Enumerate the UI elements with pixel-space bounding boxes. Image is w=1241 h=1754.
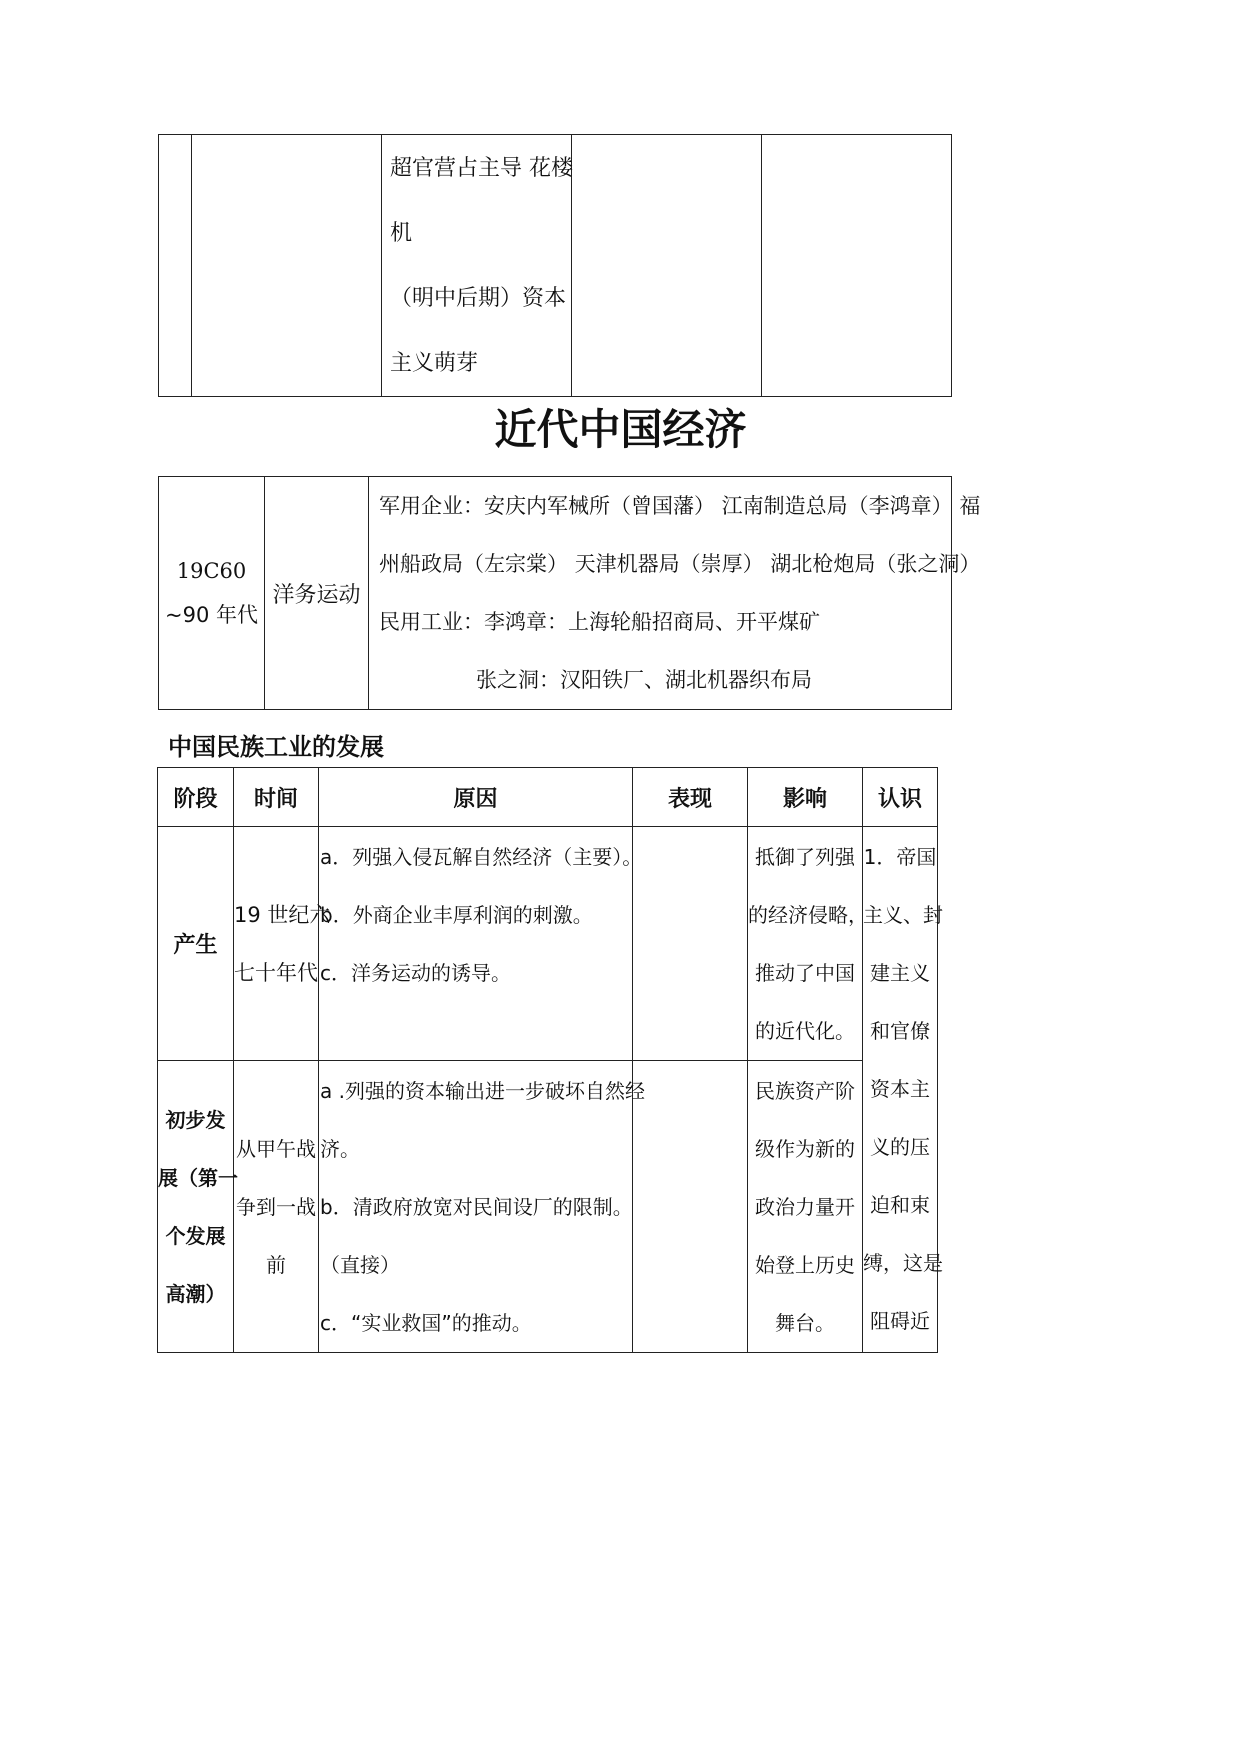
reason-line: 济。 [320,1137,360,1161]
recognition-line: 迫和束 [870,1193,930,1217]
top-table-cell-4 [572,135,762,397]
yangwu-content-cell [369,477,981,710]
top-table-line: 主义萌芽 [390,351,479,376]
recognition-line: 建主义 [870,961,930,985]
yangwu-time-line: 19C60 [176,559,247,583]
time-cell [234,827,331,1061]
header-stage: 阶段 [158,768,234,827]
national-industry-table [157,767,943,1353]
impact-line: 的近代化。 [755,1019,855,1043]
time-cell [234,1061,319,1353]
recognition-line: 1．帝国 [863,845,937,869]
stage-label: 产生 [173,933,218,958]
header-reason: 原因 [319,768,633,827]
header-recognition: 认识 [863,768,938,827]
performance-cell [633,1061,748,1353]
top-table-cell-5 [762,135,952,397]
reason-line: （直接） [320,1253,400,1277]
recognition-line: 阻碍近 [870,1309,930,1333]
reason-cell [319,1061,645,1353]
time-line: 从甲午战 [236,1136,316,1161]
impact-line: 的经济侵略， [748,903,868,927]
header-performance: 表现 [633,768,748,827]
reason-cell [319,827,643,1061]
performance-cell [633,827,748,1061]
impact-line: 始登上历史 [755,1253,855,1277]
top-table-line: （明中后期）资本 [390,286,567,311]
yangwu-table [158,476,981,710]
reason-line: c．“实业救国”的推动。 [320,1311,532,1335]
reason-line: c．洋务运动的诱导。 [320,961,511,985]
reason-line: b．清政府放宽对民间设厂的限制。 [320,1195,633,1219]
recognition-line: 主义、封 [863,903,943,927]
recognition-cell [863,827,943,1353]
impact-line: 舞台。 [775,1311,835,1335]
yangwu-content-line: 军用企业：安庆内军械所（曾国藩） 江南制造总局（李鸿章） 福 [379,494,981,518]
stage-line: 初步发 [165,1107,226,1132]
header-impact: 影响 [748,768,863,827]
recognition-line: 资本主 [870,1077,930,1101]
header-time: 时间 [234,768,319,827]
yangwu-content-line: 民用工业：李鸿章：上海轮船招商局、开平煤矿 [379,610,820,634]
impact-line: 推动了中国 [755,961,855,985]
top-table-cell-1 [159,135,192,397]
yangwu-movement-cell [265,477,369,710]
reason-line: a．列强入侵瓦解自然经济（主要）。 [320,845,643,869]
reason-line: a .列强的资本输出进一步破坏自然经 [320,1079,645,1103]
yangwu-content-line: 张之洞：汉阳铁厂、湖北机器织布局 [476,668,812,692]
impact-cell [748,827,868,1061]
top-table-line: 超官营占主导 花楼 [390,156,573,181]
yangwu-time-line: ~90 年代 [165,603,258,627]
section-subtitle: 中国民族工业的发展 [168,733,384,761]
time-line: 争到一战 [236,1194,316,1219]
section-title: 近代中国经济 [494,405,747,454]
top-table-line: 机 [390,221,413,246]
recognition-line: 和官僚 [870,1019,930,1043]
impact-line: 抵御了列强 [755,845,855,869]
stage-cell [158,827,234,1061]
top-table-cell-3 [382,135,572,397]
stage-line: 个发展 [165,1223,226,1248]
reason-line: b．外商企业丰厚利润的刺激。 [320,903,593,927]
top-table-cell-2 [192,135,382,397]
stage-cell [158,1061,238,1353]
stage-line: 高潮） [165,1281,226,1306]
top-table [158,134,952,397]
impact-line: 政治力量开 [755,1195,855,1219]
recognition-line: 缚，这是 [863,1251,943,1275]
recognition-line: 义的压 [870,1135,930,1159]
time-line: 七十年代 [234,960,318,985]
impact-cell [748,1061,863,1353]
time-line: 19 世纪六 [234,902,331,927]
yangwu-content-line: 州船政局（左宗棠） 天津机器局（崇厚） 湖北枪炮局（张之洞） [379,552,981,576]
yangwu-movement: 洋务运动 [272,582,361,608]
stage-line: 展（第一 [158,1165,238,1190]
time-line: 前 [266,1252,286,1277]
impact-line: 级作为新的 [755,1137,855,1161]
yangwu-time-cell [159,477,265,710]
impact-line: 民族资产阶 [755,1079,855,1103]
